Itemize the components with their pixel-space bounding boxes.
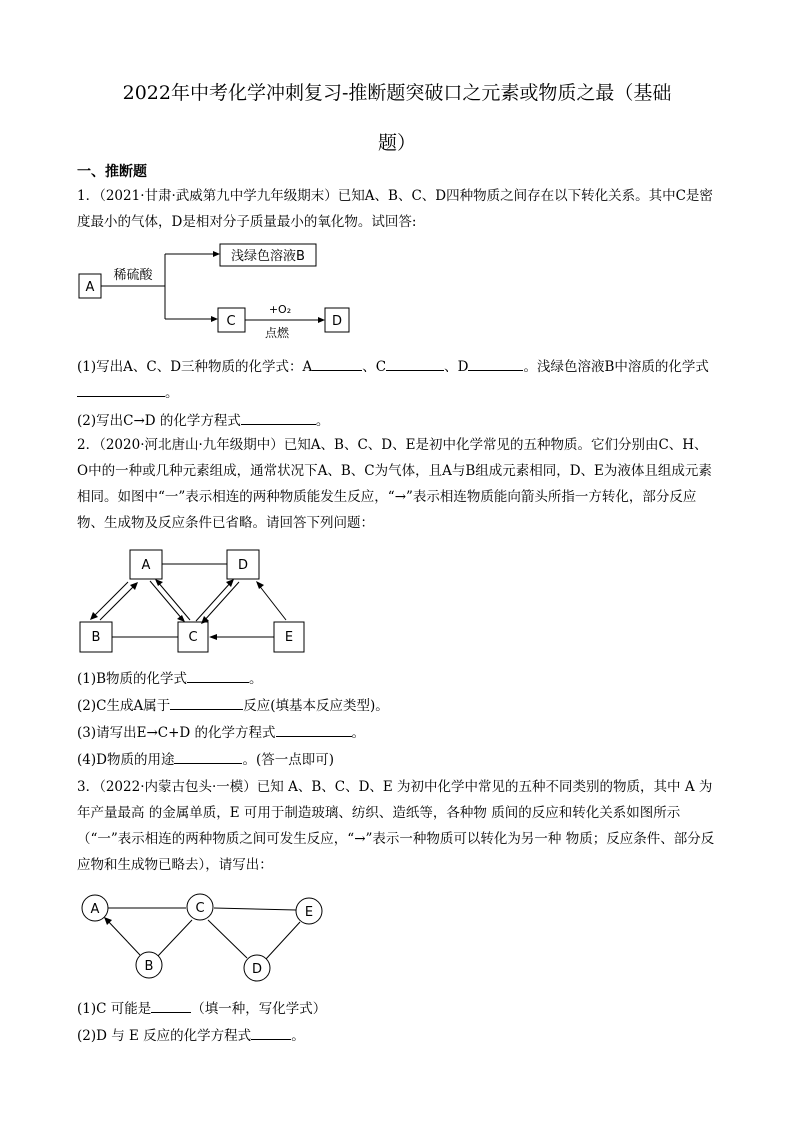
q1-sub2: (2)写出C→D 的化学方程式 。 — [77, 409, 329, 429]
q1-node-d-label: D — [331, 314, 343, 329]
q2-sub4: (4)D物质的用途 。(答一点即可) — [77, 748, 334, 768]
q2-stem: 2．（2020·河北唐山·九年级期中）已知A、B、C、D、E是初中化学常见的五种物质。它们分别由C、H、O中的一种或几种元素组成，通常状况下A、B、C为气体，且A与B组成元素相同，D、E为液体且组成元素相同。如图中“一”表示相连的两种物质能发生反应，“→”表示相连物质能向箭头所指一方转化，部分反应物、生成物及反应条件已省略。请回答下列问题： — [77, 437, 712, 531]
q2-node-c-label: C — [188, 630, 198, 645]
q1-condition-label: 点燃 — [264, 326, 290, 340]
q2-node-a-label: A — [141, 558, 151, 573]
q2-sub2: (2)C生成A属于 反应(填基本反应类型)。 — [77, 694, 389, 714]
title-line-1: 2022年中考化学冲刺复习-推断题突破口之元素或物质之最（基础 — [122, 82, 672, 104]
q2-node-b-label: B — [91, 630, 101, 645]
q2-sub3: (3)请写出E→C+D 的化学方程式 。 — [77, 721, 365, 741]
q1-node-c-label: C — [226, 314, 236, 329]
q2-node-e-label: E — [284, 630, 294, 645]
q3-sub2: (2)D 与 E 反应的化学方程式 。 — [77, 1024, 305, 1044]
title-line-2: 题） — [377, 132, 416, 154]
q2-blank-equation[interactable] — [276, 722, 352, 737]
q3-node-c-label: C — [195, 901, 205, 916]
q3-node-a-label: A — [90, 902, 100, 917]
q2-blank-b[interactable] — [187, 668, 249, 683]
q3-blank-c[interactable] — [151, 998, 191, 1013]
q3-sub1: (1)C 可能是 （填一种，写化学式） — [77, 997, 326, 1017]
q1-sub1-line1: (1)写出A、C、D三种物质的化学式：A 、C 、D 。浅绿色溶液B中溶质的化学式 — [77, 355, 709, 375]
q1-stem: 1．（2021·甘肃·武威第九中学九年级期末）已知A、B、C、D四种物质之间存在以下转化关系。其中C是密度最小的气体，D是相对分子质量最小的氧化物。试回答: — [77, 188, 713, 230]
q1-node-a-label: A — [85, 280, 95, 295]
q2-diagram — [70, 544, 330, 664]
q1-reagent-label: 稀硫酸 — [113, 268, 153, 283]
q1-blank-a[interactable] — [312, 356, 362, 371]
q1-blank-c[interactable] — [386, 356, 444, 371]
q1-blank-d[interactable] — [468, 356, 523, 371]
q2-sub1: (1)B物质的化学式 。 — [77, 667, 263, 687]
section-heading: 一、推断题 — [77, 164, 147, 180]
q2-blank-reaction-type[interactable] — [170, 695, 243, 710]
q1-sub1-line2: 。 — [77, 381, 179, 401]
q1-blank-solute[interactable] — [77, 382, 165, 397]
document-title — [60, 74, 734, 162]
q3-blank-equation[interactable] — [251, 1025, 291, 1040]
q3-node-e-label: E — [304, 905, 314, 920]
q1-diagram — [70, 240, 430, 340]
q3-node-d-label: D — [251, 962, 263, 977]
q3-node-b-label: B — [144, 959, 154, 974]
q3-stem: 3．（2022·内蒙古包头·一模）已知 A、B、C、D、E 为初中化学中常见的五种不同类别的物质，其中 A 为年产量最高 的金属单质，E 可用于制造玻璃、纺织、造纸等，各种物 质间的反应和转化关系如图所示（“一”表示相连的两种物质之间可发生反应，“→”表示一种物质可以转化为另一种 物质；反应条件、部分反应物和生成物已略去），请写出： — [77, 779, 715, 873]
q3-diagram — [76, 892, 336, 982]
q1-o2-label: +O₂ — [268, 303, 292, 316]
q1-node-b-label: 浅绿色溶液B — [231, 249, 305, 264]
q1-blank-equation[interactable] — [241, 410, 316, 425]
q2-node-d-label: D — [237, 558, 249, 573]
q2-blank-use[interactable] — [174, 749, 242, 764]
